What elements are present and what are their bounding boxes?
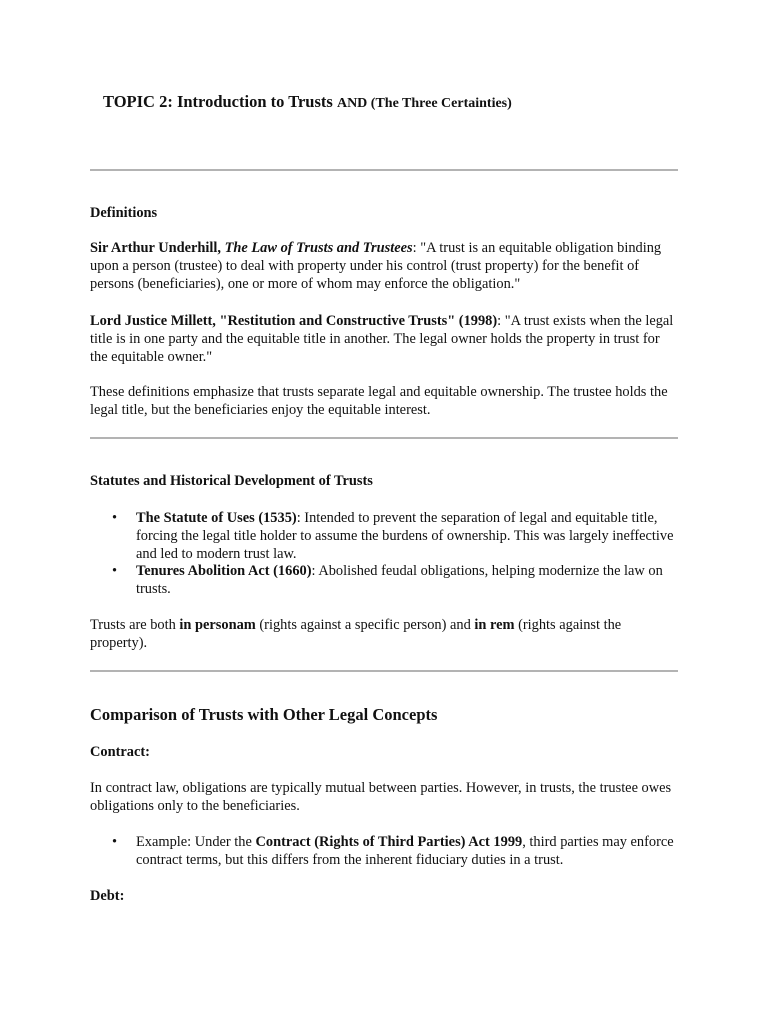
page-title xyxy=(103,92,512,112)
debt-heading xyxy=(90,888,678,906)
list-item xyxy=(90,834,678,870)
term-in-rem: in rem xyxy=(474,617,515,633)
paragraph: In contract law, obligations are typically mutual between parties. However, in trusts, the trustee owes obligations only to the beneficiaries. xyxy=(90,780,672,814)
millett-definition xyxy=(90,313,678,366)
author-name: Lord Justice Millett, "Restitution and Constructive Trusts" (1998) xyxy=(90,313,498,329)
statute-name: The Statute of Uses (1535) xyxy=(136,510,297,526)
paragraph xyxy=(90,617,678,653)
statutes-heading xyxy=(90,473,678,491)
list-item xyxy=(90,563,678,599)
subsection-heading: Debt: xyxy=(90,888,125,904)
contract-heading xyxy=(90,744,678,762)
section-heading: Statutes and Historical Development of Trusts xyxy=(90,473,373,489)
text-run: Trusts are both xyxy=(90,617,180,633)
statutes-list xyxy=(90,510,678,599)
title-main: TOPIC 2: Introduction to Trusts xyxy=(103,92,337,111)
statute-text: : Abolished feudal obligations, helping modernize the law on trusts. xyxy=(136,563,663,598)
divider-2 xyxy=(90,437,678,439)
author-name: Sir Arthur Underhill, xyxy=(90,240,225,256)
contract-paragraph xyxy=(90,780,678,816)
contract-example-list xyxy=(90,834,678,870)
text-run: (rights against a specific person) and xyxy=(255,617,475,633)
statute-name: Tenures Abolition Act (1660) xyxy=(136,563,312,580)
text-run: Example: Under the xyxy=(136,834,256,850)
subsection-heading: Contract: xyxy=(90,744,150,760)
section-heading: Comparison of Trusts with Other Legal Concepts xyxy=(90,705,438,724)
divider-1 xyxy=(90,169,678,171)
rights-paragraph xyxy=(90,617,678,653)
bullet-icon: • xyxy=(112,563,118,580)
section-heading: Definitions xyxy=(90,205,158,221)
text-run: , third parties may enforce contract terms, but this differs from the inherent fiduciary duties in a trust. xyxy=(136,834,674,868)
quote-text: : "A trust is an equitable obligation binding upon a person (trustee) to deal with property under his control (trust property) for the benefit of persons (beneficiaries), one or more of whom may enforce the obligation." xyxy=(90,240,662,292)
list-item xyxy=(90,510,678,563)
term-in-personam: in personam xyxy=(179,617,256,633)
definitions-heading xyxy=(90,205,678,223)
definitions-summary xyxy=(90,384,678,420)
paragraph: These definitions emphasize that trusts separate legal and equitable ownership. The trustee holds the legal title, but the beneficiaries enjoy the equitable interest. xyxy=(90,384,668,418)
paragraph xyxy=(90,240,678,293)
statute-text: : Intended to prevent the separation of legal and equitable title, forcing the legal title holder to assume the burdens of ownership. This was largely ineffective and led to modern trust law. xyxy=(136,510,674,562)
comparison-heading xyxy=(90,706,678,724)
title-suffix: AND (The Three Certainties) xyxy=(336,96,512,111)
paragraph xyxy=(90,313,678,366)
underhill-definition xyxy=(90,240,678,293)
work-title: The Law of Trusts and Trustees xyxy=(224,240,413,256)
bullet-icon: • xyxy=(112,834,118,850)
bullet-icon: • xyxy=(112,510,118,526)
divider-3 xyxy=(90,670,678,672)
text-run: (rights against the property). xyxy=(90,617,622,651)
act-name: Contract (Rights of Third Parties) Act 1999 xyxy=(255,834,523,850)
quote-text: : "A trust exists when the legal title is in one party and the equitable title in another. The legal owner holds the property in trust for the equitable owner." xyxy=(90,313,674,365)
